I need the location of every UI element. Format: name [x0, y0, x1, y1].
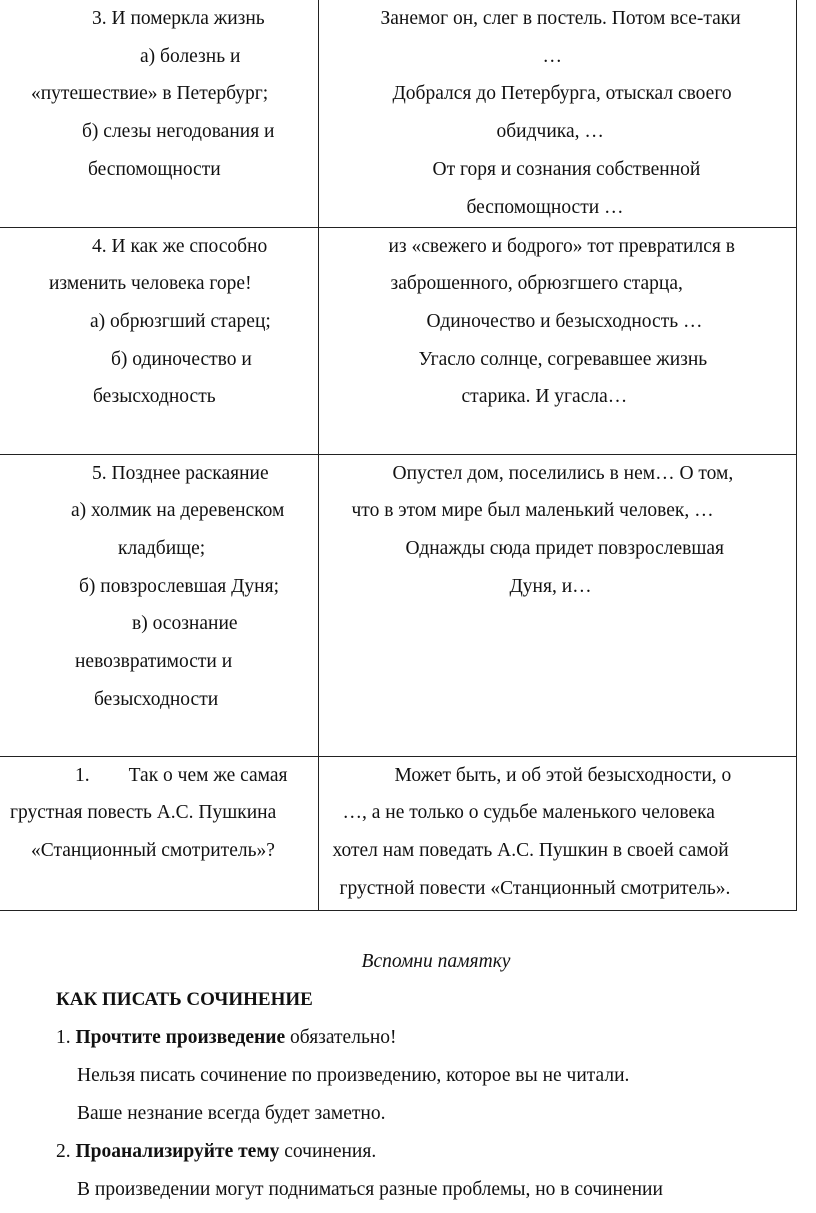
quote-line: Одиночество и безысходность … [426, 310, 703, 332]
table-row [0, 0, 796, 227]
plan-point-cell [0, 756, 318, 910]
plan-line: кладбище; [118, 537, 206, 559]
quote-line: … [542, 45, 562, 67]
quote-line: Дуня, и… [509, 575, 592, 597]
quote-line: из «свежего и бодрого» тот превратился в [388, 235, 735, 257]
plan-line: «Станционный смотритель»? [31, 839, 275, 861]
quote-line: заброшенного, обрюзгшего старца, [390, 273, 683, 295]
plan-line: б) повзрослевшая Дуня; [79, 575, 280, 597]
memo-section [0, 943, 816, 1209]
plan-line: невозвратимости и [75, 651, 233, 673]
quote-line: Опустел дом, поселились в нем… О том, [392, 462, 734, 484]
quote-line: грустной повести «Станционный смотритель». [339, 877, 731, 899]
quote-line: старика. И угасла… [461, 386, 628, 408]
memo-paragraph: В произведении могут подниматься разные проблемы, но в сочинении [77, 1179, 663, 1200]
plan-line: безысходность [93, 386, 216, 408]
memo-subtitle: Вспомни памятку [361, 951, 511, 972]
plan-line: б) одиночество и [111, 348, 252, 370]
quote-cell [318, 756, 796, 910]
quote-line: Добрался до Петербурга, отыскал своего [392, 83, 732, 105]
plan-line: в) осознание [132, 613, 238, 635]
plan-line: а) холмик на деревенском [71, 500, 285, 522]
quote-line: Может быть, и об этой безысходности, о [394, 764, 732, 786]
table-row [0, 454, 796, 756]
quote-cell [318, 454, 796, 756]
plan-line: б) слезы негодования и [82, 121, 275, 143]
memo-paragraph: Нельзя писать сочинение по произведению, которое вы не читали. [77, 1065, 630, 1086]
quote-cell [318, 227, 796, 454]
item-number: 2. [56, 1141, 71, 1162]
plan-point-cell [0, 0, 318, 227]
quote-line: От горя и сознания собственной [432, 158, 701, 180]
plan-line: изменить человека горе! [49, 273, 252, 295]
item-rest: обязательно! [285, 1027, 397, 1048]
memo-heading: КАК ПИСАТЬ СОЧИНЕНИЕ [56, 989, 313, 1010]
plan-line: «путешествие» в Петербург; [31, 83, 269, 105]
quote-line: Однажды сюда придет повзрослевшая [405, 537, 724, 559]
plan-line: 1. Так о чем же самая [75, 764, 288, 786]
memo-item-2 [0, 1133, 816, 1171]
item-rest: сочинения. [279, 1141, 377, 1162]
plan-line: а) обрюзгший старец; [90, 310, 271, 332]
quote-line: …, а не только о судьбе маленького человека [342, 802, 715, 824]
quote-line: Занемог он, слег в постель. Потом все-таки [380, 8, 741, 29]
plan-line: грустная повесть А.С. Пушкина [10, 802, 277, 824]
item-number: 1. [56, 1027, 71, 1048]
table-row [0, 756, 796, 910]
quote-line: хотел нам поведать А.С. Пушкин в своей самой [332, 839, 729, 861]
plan-line: а) болезнь и [140, 45, 241, 67]
plan-point-cell [0, 227, 318, 454]
memo-paragraph: Ваше незнание всегда будет заметно. [77, 1103, 386, 1124]
item-title: Прочтите произведение [75, 1027, 286, 1048]
plan-line: безысходности [94, 688, 219, 710]
plan-line: 5. Позднее раскаяние [92, 462, 269, 484]
quote-line: Угасло солнце, согревавшее жизнь [418, 348, 708, 370]
quote-line: обидчика, … [496, 121, 604, 143]
quote-cell [318, 0, 796, 227]
plan-line: беспомощности [88, 158, 221, 180]
memo-item-1 [0, 1019, 816, 1057]
quote-line: что в этом мире был маленький человек, … [351, 500, 714, 522]
table-row [0, 227, 796, 454]
plan-point-cell [0, 454, 318, 756]
item-title: Проанализируйте тему [75, 1141, 280, 1162]
plan-line: 3. И померкла жизнь [92, 8, 265, 29]
quote-line: беспомощности … [466, 196, 624, 218]
plan-line: 4. И как же способно [92, 235, 268, 257]
